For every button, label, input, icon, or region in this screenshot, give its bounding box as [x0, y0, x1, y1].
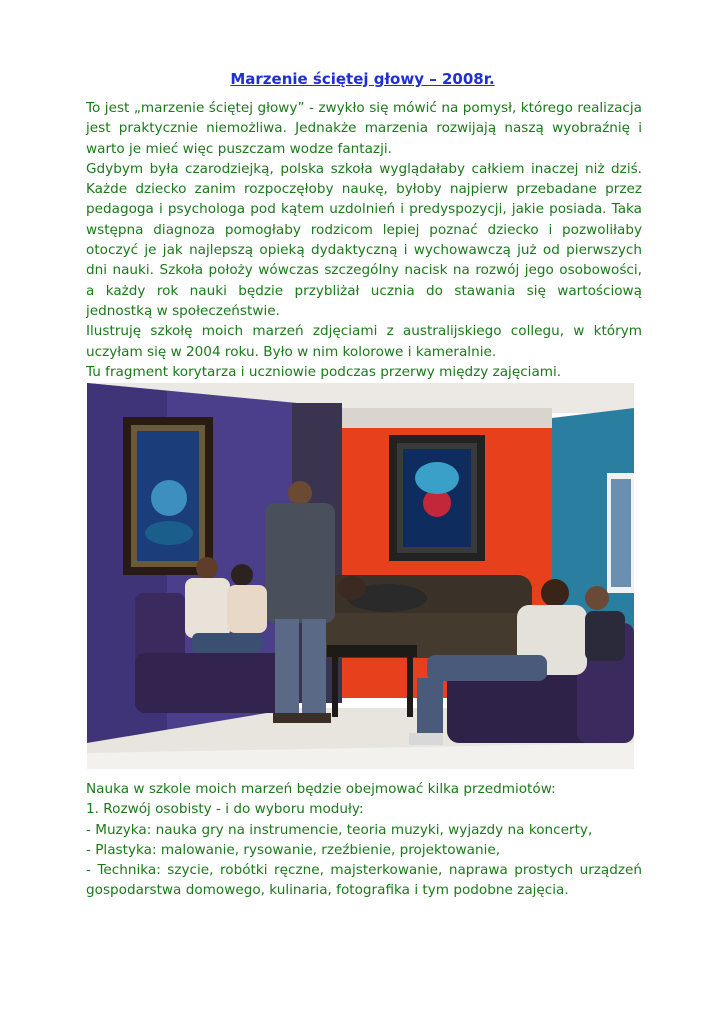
document-title: Marzenie ściętej głowy – 2008r. — [230, 70, 495, 88]
subjects-text — [86, 779, 642, 901]
intro-paragraph-3: Ilustruję szkołę moich marzeń zdjęciami z australijskiego collegu, w którym uczyłam się w 2004 roku. Było w nim kolorowe i kameralnie. — [86, 323, 642, 360]
intro-paragraph-1: To jest „marzenie ściętej głowy” - zwykło się mówić na pomysł, którego realizacja jest praktycznie niemożliwa. Jednakże marzenia rozwijają naszą wyobraźnię i warto je mieć więc puszczam wodze fantazji. — [86, 100, 642, 157]
subjects-item-technique: - Technika: szycie, robótki ręczne, majsterkowanie, naprawa prostych urządzeń gospodarstwa domowego, kulinaria, fotografika i tym podobne zajęcia. — [86, 862, 642, 899]
college-corridor-photo — [87, 383, 634, 769]
subjects-item-1: 1. Rozwój osobisty - i do wyboru moduły: — [86, 801, 364, 818]
intro-paragraph-2: Gdybym była czarodziejką, polska szkoła wyglądałaby całkiem inaczej niż dziś. Każde dziecko zanim rozpoczęłoby naukę, byłoby najpierw przebadane przez pedagoga i psychologa pod kątem uzdolnień i predyspozycji, jakie posiada. Taka wstępna diagnoza pomogłaby rodzicom lepiej poznać dziecko i pozwoliłaby otoczyć je jak najlepszą opieką dydaktyczną i wychowawczą już od pierwszych dni nauki. Szkoła położy wówczas szczególny nacisk na rozwój jego osobowości, a każdy rok nauki będzie przybliżał ucznia do stawania się wartościową jednostką w społeczeństwie. — [86, 160, 642, 319]
intro-paragraph-4: Tu fragment korytarza i uczniowie podczas przerwy między zajęciami. — [86, 363, 562, 380]
subjects-item-music: - Muzyka: nauka gry na instrumencie, teoria muzyki, wyjazdy na koncerty, — [86, 821, 593, 838]
intro-text — [86, 98, 642, 382]
subjects-intro: Nauka w szkole moich marzeń będzie obejmować kilka przedmiotów: — [86, 781, 556, 797]
subjects-item-art: - Plastyka: malowanie, rysowanie, rzeźbienie, projektowanie, — [86, 841, 501, 858]
